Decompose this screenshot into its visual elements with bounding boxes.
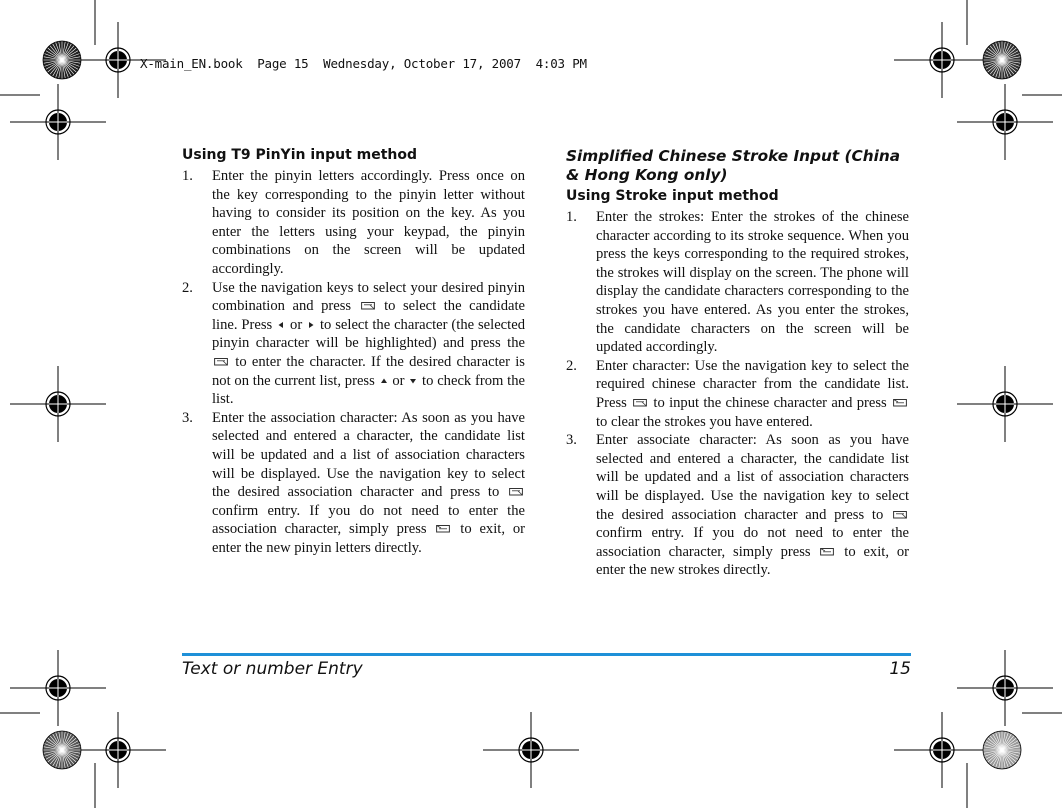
- step-text: Enter the pinyin letters accordingly. Press once on the key corresponding to the pinyin letter without having to consider its position on the key. As you enter the letters using your keypad, the pinyin combinations on the screen will be updated accordingly.: [212, 168, 525, 277]
- star-target-mark: [43, 41, 81, 79]
- page-number: 15: [889, 659, 911, 679]
- step-text: to select the candidate line. Press: [212, 298, 525, 333]
- step-text: Enter associate character: As soon as you have selected and entered a character, the candidate list will be updated and a list of association characters will be displayed. Use the navigation key to select the desired association character and press to: [596, 432, 909, 523]
- step-number: 1.: [182, 168, 193, 184]
- left-column: [182, 147, 525, 557]
- step-number: 1.: [566, 209, 577, 225]
- step-text: to check from the list.: [212, 372, 525, 408]
- right-step-3: [566, 431, 909, 580]
- print-header: X-main_EN.book Page 15 Wednesday, October 17, 2007 4:03 PM: [140, 56, 587, 71]
- step-text: to enter the character. If the desired character is not on the current list, press: [212, 353, 525, 389]
- right-column: [566, 147, 909, 580]
- right-softkey-icon: [436, 524, 450, 534]
- footer-rule: [182, 653, 911, 656]
- star-target-mark: [983, 41, 1021, 79]
- registration-mark: [10, 366, 106, 442]
- left-softkey-icon: [361, 301, 375, 311]
- right-step-2: [566, 357, 909, 431]
- step-number: 2.: [566, 357, 577, 374]
- registration-mark: [10, 650, 106, 726]
- nav-right-icon: [307, 321, 315, 329]
- star-target-mark: [983, 731, 1021, 769]
- step-text: or: [286, 316, 307, 333]
- step-text: to exit, or enter the new strokes directly.: [596, 543, 909, 579]
- nav-up-icon: [380, 377, 388, 385]
- nav-left-icon: [277, 321, 285, 329]
- left-step-3: [182, 409, 525, 558]
- step-text: Use the navigation keys to select your desired pinyin combination and press: [212, 279, 525, 315]
- step-text: Enter the strokes: Enter the strokes of the chinese character according to its stroke sequence. When you press the keys corresponding to the required strokes, the strokes will display on the screen. The phone will display the candidate characters corresponding to the strokes you have entered. As you enter the strokes, the candidate characters on the screen will be updated accordingly.: [596, 209, 909, 356]
- registration-mark: [894, 712, 990, 788]
- left-softkey-icon: [633, 398, 647, 408]
- step-number: 3.: [182, 409, 193, 426]
- step-text: to select the character (the selected pinyin character will be highlighted) and press the: [212, 316, 525, 352]
- step-text: confirm entry. If you do not need to enter the association character, simply press: [596, 525, 909, 560]
- step-number: 3.: [566, 432, 577, 449]
- step-number: 2.: [182, 279, 193, 296]
- footer-title: Text or number Entry: [182, 659, 363, 679]
- step-text: to clear the strokes you have entered.: [596, 413, 813, 430]
- step-text: to input the chinese character and press: [649, 394, 891, 411]
- left-steps-list: [182, 167, 525, 557]
- right-softkey-icon: [893, 398, 907, 408]
- step-text: Enter character: Use the navigation key to select the required chinese character from the candidate list. Press: [596, 357, 909, 411]
- left-heading: Using T9 PinYin input method: [182, 147, 418, 163]
- left-softkey-icon: [214, 357, 228, 367]
- step-text: or: [388, 372, 409, 389]
- registration-mark: [894, 22, 990, 98]
- left-softkey-icon: [893, 510, 907, 520]
- registration-mark: [957, 366, 1053, 442]
- left-softkey-icon: [509, 487, 523, 497]
- registration-mark: [483, 712, 579, 788]
- nav-down-icon: [409, 377, 417, 385]
- registration-mark: [957, 650, 1053, 726]
- right-heading: Using Stroke input method: [566, 188, 779, 204]
- registration-mark: [70, 712, 166, 788]
- right-softkey-icon: [820, 547, 834, 557]
- right-steps-list: [566, 208, 909, 580]
- left-step-2: [182, 279, 525, 409]
- right-step-1: [566, 208, 909, 357]
- left-step-1: [182, 167, 525, 279]
- step-text: to exit, or enter the new pinyin letters directly.: [212, 521, 525, 556]
- step-text: Enter the association character: As soon as you have selected and entered a character, the candidate list will be updated and a list of association characters will be displayed. Use the navigation key to select the desired association character and press to: [212, 409, 525, 501]
- section-title: Simplified Chinese Stroke Input (China & Hong Kong only): [566, 147, 901, 184]
- star-target-mark: [43, 731, 81, 769]
- step-text: confirm entry. If you do not need to enter the association character, simply press: [212, 502, 525, 538]
